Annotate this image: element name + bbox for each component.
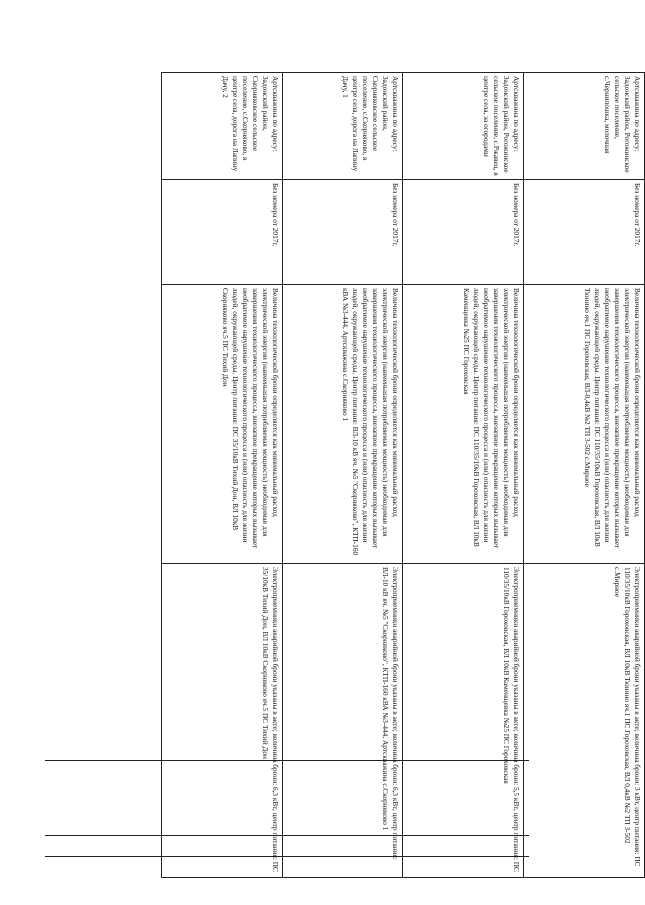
act-number-cell: Без номера от 2017г. (403, 180, 524, 285)
reservation-table (161, 72, 645, 878)
tech-reserve-cell: Величина технологической брони определяется как минимальный расход электрической энергии (наименьшая потребляемая мощность) необходимая для завершения технологического процесса, внезапное прекращение которых вызывает необратимое нарушение технологического процесса и (или) опасность для жизни людей, окружающей среды. Центр питания: ПС 110/35/10кВ Гороховская, ВЛ 10кВ Тюнино яч.1 ПС Гороховская, ВЛ-0,4кВ №2 ТП 3-502 с.Мирное (524, 285, 645, 564)
act-number-cell: Без номера от 2017г. (524, 180, 645, 285)
tech-reserve-cell: Величина технологической брони определяется как минимальный расход электрической энергии (наименьшая потребляемая мощность) необходимая для завершения технологического процесса, внезапное прекращение которых вызывает необратимое нарушение технологического процесса и (или) опасность для жизни людей, окружающей среды. Центр питания: ВЛ-10 кВ яч. №5 "Скорняково", КТП-160 кВА №3-444, Артскважина с.Скорняково 1 (282, 285, 403, 564)
table-row (162, 73, 283, 878)
emergency-reserve-cell: Электроприемники аварийной брони указаны в акте; величина брони: 3 кВт, центр питания: ПС 110/35/10кВ Гороховская, ВЛ 10кВ Тюнино яч.1 ПС Гороховская, ВЛ 0,4кВ №2 ТП 3-502 с.Мирное (524, 564, 645, 878)
emergency-reserve-cell: Электроприемники аварийной брони указаны в акте; величина брони: 6,3 кВт, центр питания: ПС 35/10кВ Тихий Дон, ВЛ 10кВ Скорняково яч.5 ПС Тихий Дон (162, 564, 283, 878)
object-name-cell: Артскважина по адресу: Задонский район, Рогожинское сельское поселение, с.Чернипошка, молочная (524, 73, 645, 180)
rotated-table-page (161, 72, 645, 877)
emergency-reserve-cell: Электроприемники аварийной брони указаны в акте; величина брони: 6,3 кВт, центр питания: ВЛ-10 кВ яч. №5 "Скорняково", КТП-160 кВА №3-444, Артскважина с.Скорняково 1 (282, 564, 403, 878)
tech-reserve-cell: Величина технологической брони определяется как минимальный расход электрической энергии (наименьшая потребляемая мощность) необходимая для завершения технологического процесса, внезапное прекращение которых вызывает необратимое нарушение технологического процесса и (или) опасность для жизни людей, окружающей среды. Центр питания: ПС 35/10кВ Тихий Дон, ВЛ 10кВ Скорняково яч.5 ПС Тихий Дон (162, 285, 283, 564)
act-number-cell: Без номера от 2017г. (162, 180, 283, 285)
tech-reserve-cell: Величина технологической брони определяется как минимальный расход электрической энергии (наименьшая потребляемая мощность) необходимая для завершения технологического процесса, внезапное прекращение которых вызывает необратимое нарушение технологического процесса и (или) опасность для жизни людей, окружающей среды. Центр питания: ПС 110/35/10кВ Гороховская, ВЛ 10кВ Каменщевка №25 ПС Гороховская (403, 285, 524, 564)
table-row (403, 73, 524, 878)
table-row (524, 73, 645, 878)
act-number-cell: Без номера от 2017г. (282, 180, 403, 285)
object-name-cell: Артскважина по адресу: Задонский район, Скорняковское сельское поселение, с.Скорняково, в центре села, дорога на Лапину Дачу, 2 (162, 73, 283, 180)
object-name-cell: Артскважина по адресу: Задонский район, Скорняковское сельское поселение, с.Скорняково, в центре села, дорога на Лапину Дачу, 1 (282, 73, 403, 180)
emergency-reserve-cell: Электроприемники аварийной брони указаны в акте; величина брони: 5,5 кВт, центр питания: ПС 110/35/10кВ Гороховская, ВЛ 10кВ Каменщевка №25 ПС Гороховская (403, 564, 524, 878)
object-name-cell: Артскважина по адресу: Задонский район, Рогожинское сельское поселение, с.Ржавец, в центре села, за огородами (403, 73, 524, 180)
table-row (282, 73, 403, 878)
